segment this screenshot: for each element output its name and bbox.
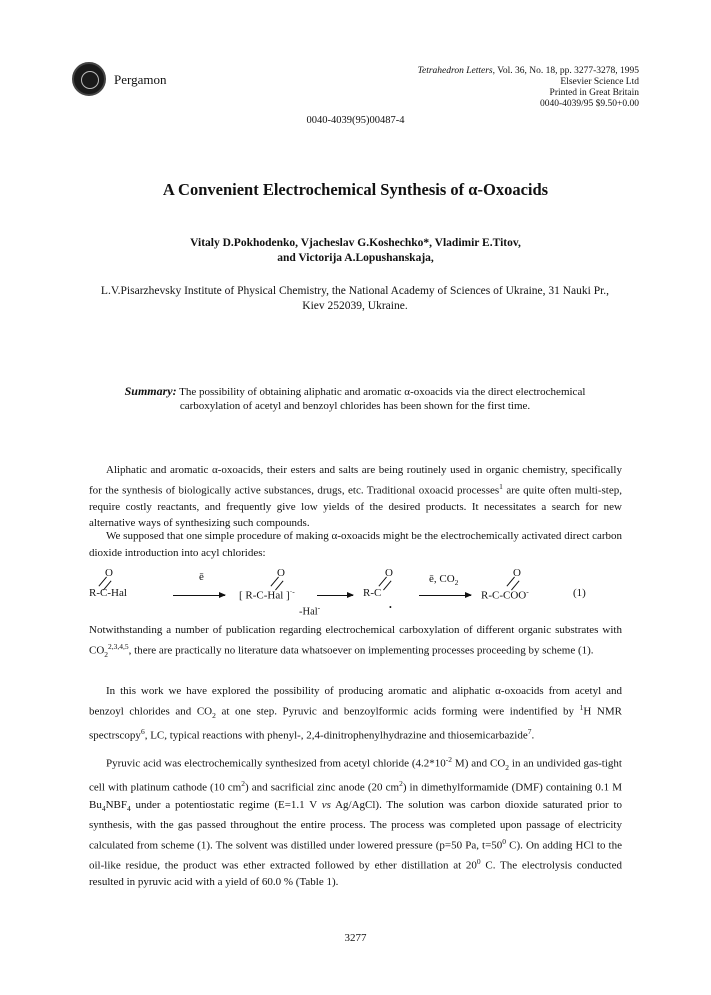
para5-sup3: 2 xyxy=(399,779,403,789)
para5-text-h: Ag/AgCl). The solution was carbon dioxide saturated prior to synthesis, with the gas passed throughout the entire process. The process was completed upon passage of electricity calculated from scheme (1). The solvent was distilled under lowered pressure (p=50 Pa, t=50 xyxy=(89,798,622,852)
scheme-intermediate xyxy=(239,587,295,602)
para5-sup1: -2 xyxy=(445,755,453,764)
para4-text-e: . xyxy=(531,729,535,742)
scheme-number: (1) xyxy=(573,587,586,599)
para3-text-a: Notwithstanding a number of publication regarding electrochemical carboxylation of different organic substrates with CO xyxy=(89,624,622,657)
journal-name: Tetrahedron Letters xyxy=(417,66,493,76)
summary xyxy=(120,384,590,413)
summary-label: Summary: xyxy=(124,384,177,398)
paragraph-4 xyxy=(89,683,622,744)
para5-sub3: 4 xyxy=(127,803,131,813)
para5-vs: vs xyxy=(321,798,331,811)
para5-text-e: ) in dimethylformamide (DMF) containing 0.1 M Bu xyxy=(89,782,622,811)
summary-text: The possibility of obtaining aliphatic and aromatic α-oxoacids via the direct electrochemical carboxylation of acetyl and benzoyl chlorides has been shown for the first time. xyxy=(179,386,586,412)
journal-line4: 0040-4039/95 $9.50+0.00 xyxy=(539,99,639,109)
doi: 0040-4039(95)00487-4 xyxy=(306,115,405,126)
authors-line2: and Victorija A.Lopushanskaja, xyxy=(277,252,434,264)
scheme-product-charge: - xyxy=(526,587,529,596)
scheme-anion: - xyxy=(292,587,295,596)
reaction-scheme xyxy=(89,567,622,618)
para4-text-c: H NMR spectrscopy xyxy=(89,705,622,742)
para5-text-c: in an undivided gas-tight cell with platinum cathode (10 cm xyxy=(89,757,622,794)
scheme-arrow2 xyxy=(317,595,353,596)
para3-sub: 2 xyxy=(104,649,109,659)
para5-sub1: 2 xyxy=(505,762,510,772)
scheme-arrow1 xyxy=(173,595,225,596)
scheme-o2: O xyxy=(277,567,285,579)
ref-1: 1 xyxy=(499,481,503,491)
para4-text-b: at one step. Pyruvic and benzoylformic acids forming were indentified by xyxy=(215,705,580,718)
publisher-name: Pergamon xyxy=(114,72,167,87)
pergamon-logo xyxy=(72,62,106,96)
scheme-radical: · xyxy=(289,587,293,596)
journal-line3: Printed in Great Britain xyxy=(549,88,639,98)
para4-ref6: 6 xyxy=(140,726,145,736)
para4-text-d: , LC, typical reactions with phenyl-, 2,4-dinitrophenylhydrazine and thiosemicarbazide xyxy=(144,729,528,742)
para3-refs: 2,3,4,5 xyxy=(108,641,129,651)
paragraph-3 xyxy=(89,622,622,663)
scheme-dot: • xyxy=(389,603,392,612)
para3-text-b: , there are practically no literature data whatsoever on implementing processes proceeding by scheme (1). xyxy=(128,644,594,657)
para5-text-f: NBF xyxy=(105,798,127,811)
para5-sub2: 4 xyxy=(101,803,106,813)
journal-info xyxy=(359,66,639,110)
para5-text-b: M) and CO xyxy=(452,757,506,770)
scheme-bracket: [ R-C-Hal ] xyxy=(239,589,290,602)
para4-ref7: 7 xyxy=(527,726,532,736)
paragraph-5 xyxy=(89,752,622,891)
para5-text-i: C). On adding HCl to the oil-like residue, the product was ether extracted followed by ether distillation at 20 xyxy=(89,839,622,872)
para4-sup1: 1 xyxy=(579,702,584,712)
para1-text-a: Aliphatic and aromatic α-oxoacids, their esters and salts are being routinely used in organic chemistry, specifically for the synthesis of biologically active substances, drugs, etc. Traditional oxoacid processes xyxy=(89,464,622,497)
para5-sup4: 0 xyxy=(502,836,507,846)
para5-text-j: C. The electrolysis conducted resulted in pyruvic acid with a yield of 60.0 % (Table 1). xyxy=(89,859,622,888)
scheme-arrow3 xyxy=(419,595,471,596)
paragraph-1 xyxy=(89,462,622,532)
para5-sup5: 0 xyxy=(476,856,481,866)
para1-text-b: are quite often multi-step, require costly reactants, and frequently give low yields of the desired products. It necessitates a search for new alternative ways of synthesizing such compounds. xyxy=(89,484,622,530)
para4-sub: 2 xyxy=(212,710,216,720)
para5-text-d: ) and sacrificial zinc anode (20 cm xyxy=(245,782,400,794)
journal-details: , Vol. 36, No. 18, pp. 3277-3278, 1995 xyxy=(492,66,639,76)
authors xyxy=(0,236,711,266)
para4-text-a: In this work we have explored the possibility of producing aromatic and aliphatic α-oxoacids from acetyl and benzoyl chlorides and CO xyxy=(89,685,622,718)
scheme-product xyxy=(481,587,529,602)
affiliation: L.V.Pisarzhevsky Institute of Physical Chemistry, the National Academy of Sciences of Ukraine, 31 Nauki Pr., Kiev 252039, Ukraine. xyxy=(100,285,610,312)
scheme-conditions xyxy=(429,573,458,587)
scheme-product-text: R-C-COO xyxy=(481,589,527,602)
scheme-hal-loss xyxy=(299,603,320,618)
para5-text-g: under a potentiostatic regime (E=1.1 V xyxy=(130,798,322,811)
para5-sup2: 2 xyxy=(241,779,245,789)
scheme-hal-minus: - xyxy=(317,603,321,612)
paragraph-2: We supposed that one simple procedure of making α-oxoacids might be the electrochemically activated direct carbon dioxide introduction into acyl chlorides: xyxy=(89,530,622,559)
scheme-cond-text: ē, CO xyxy=(429,573,455,585)
authors-line1: Vitaly D.Pokhodenko, Vjacheslav G.Koshechko*, Vladimir E.Titov, xyxy=(190,237,521,249)
scheme-o3: O xyxy=(385,567,393,579)
scheme-o1: O xyxy=(105,567,113,579)
journal-line2: Elsevier Science Ltd xyxy=(560,77,639,87)
page-number: 3277 xyxy=(344,932,367,944)
scheme-o4: O xyxy=(513,567,521,579)
scheme-cond-sub: 2 xyxy=(454,578,459,588)
scheme-reactant: R-C-Hal xyxy=(89,587,127,599)
paper-title: A Convenient Electrochemical Synthesis of α-Oxoacids xyxy=(162,180,549,199)
scheme-acyl-radical: R-C xyxy=(363,587,382,599)
scheme-electron1: ē xyxy=(199,571,204,583)
scheme-hal: -Hal xyxy=(299,606,318,618)
para5-text-a: Pyruvic acid was electrochemically synthesized from acetyl chloride (4.2*10 xyxy=(106,757,446,770)
